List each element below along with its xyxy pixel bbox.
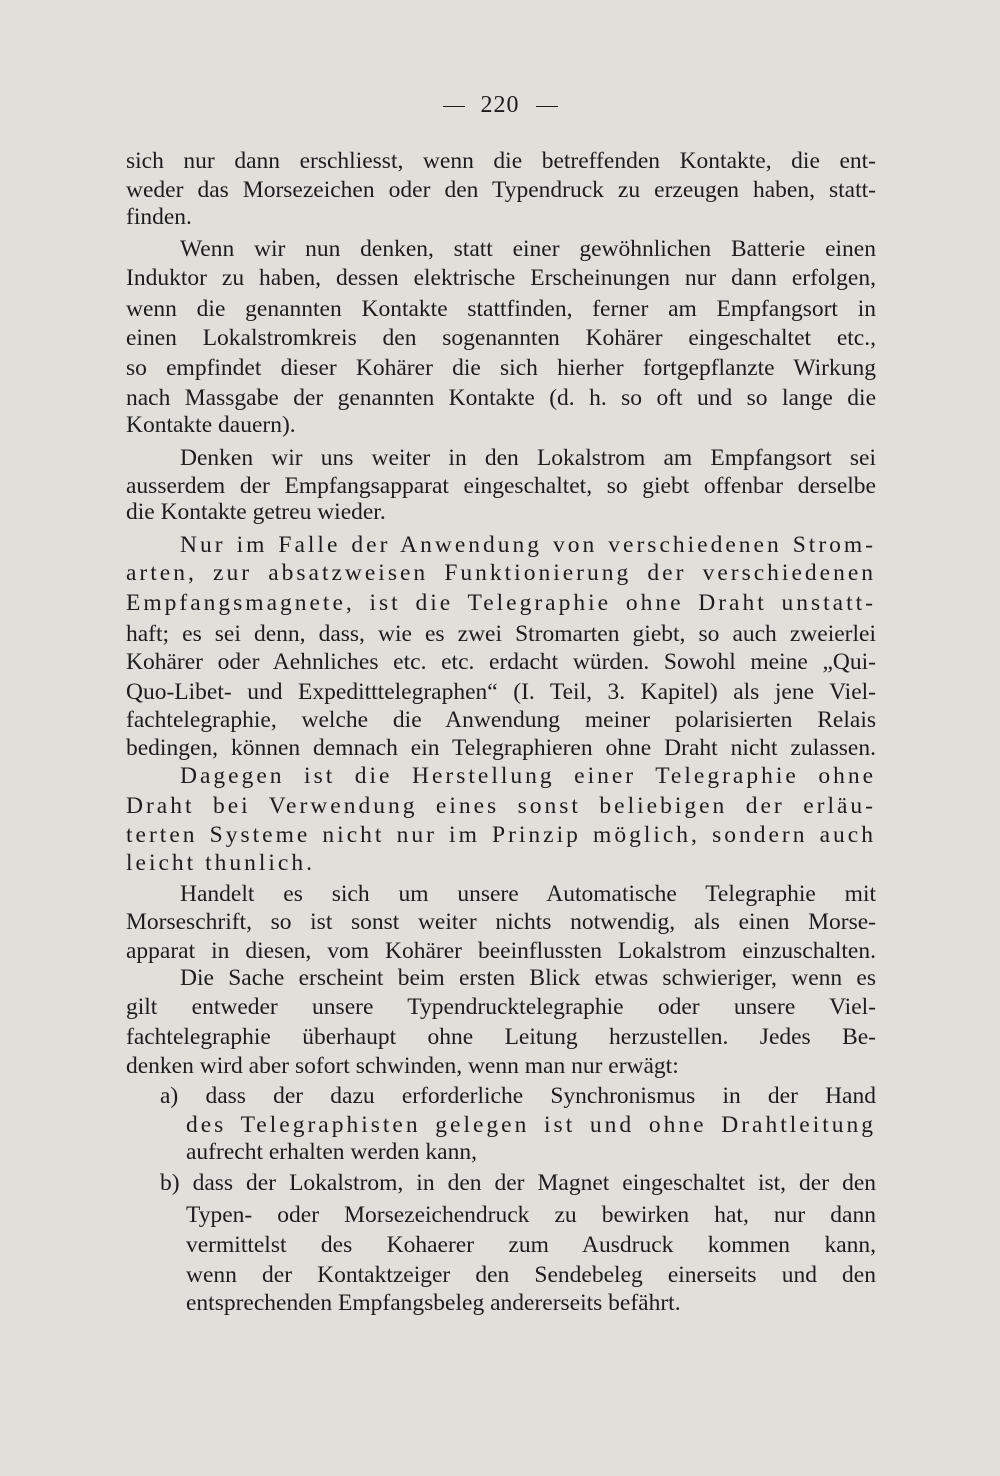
text-line: apparat in diesen, vom Kohärer beeinflussten Lokalstrom einzuschalten. xyxy=(126,938,876,964)
text-line: finden. xyxy=(126,204,192,230)
text-line: Wenn wir nun denken, statt einer gewöhnlichen Batterie einen xyxy=(180,236,876,262)
text-line: fachtelegraphie überhaupt ohne Leitung herzustellen. Jedes Be- xyxy=(126,1024,876,1050)
text-line: bedingen, können demnach ein Telegraphieren ohne Draht nicht zulassen. xyxy=(126,735,876,761)
text-line: Kohärer oder Aehnliches etc. etc. erdacht würden. Sowohl meine „Qui- xyxy=(126,649,876,675)
text-line: Kontakte dauern). xyxy=(126,412,296,438)
right-dash xyxy=(536,106,558,107)
page-number: 220 xyxy=(480,92,520,118)
text-line: sich nur dann erschliesst, wenn die betreffenden Kontakte, die ent- xyxy=(126,148,876,174)
text-line: fachtelegraphie, welche die Anwendung meiner polarisierten Relais xyxy=(126,707,876,733)
list-item-a: a) dass der dazu erforderliche Synchronismus in der Hand xyxy=(160,1083,876,1109)
text-line: Draht bei Verwendung eines sonst beliebigen der erläu- xyxy=(126,793,876,819)
left-dash xyxy=(443,106,465,107)
text-line: ausserdem der Empfangsapparat eingeschaltet, so giebt offenbar derselbe xyxy=(126,473,876,499)
text-line: des Telegraphisten gelegen ist und ohne Drahtleitung xyxy=(186,1112,876,1138)
text-line: wenn die genannten Kontakte stattfinden, ferner am Empfangsort in xyxy=(126,296,876,322)
list-item-b: b) dass der Lokalstrom, in den der Magnet eingeschaltet ist, der den xyxy=(160,1170,876,1196)
text-line: terten Systeme nicht nur im Prinzip möglich, sondern auch xyxy=(126,822,876,848)
text-line: Empfangsmagnete, ist die Telegraphie ohne Draht unstatt- xyxy=(126,590,876,616)
text-line: Nur im Falle der Anwendung von verschiedenen Strom- xyxy=(180,532,876,558)
text-line: Morseschrift, so ist sonst weiter nichts notwendig, als einen Morse- xyxy=(126,909,876,935)
text-line: so empfindet dieser Kohärer die sich hierher fortgepflanzte Wirkung xyxy=(126,355,876,381)
text-line: Quo-Libet- und Expeditttelegraphen“ (I. Teil, 3. Kapitel) als jene Viel- xyxy=(126,679,876,705)
text-line: aufrecht erhalten werden kann, xyxy=(186,1139,477,1165)
text-line: Die Sache erscheint beim ersten Blick etwas schwieriger, wenn es xyxy=(180,965,876,991)
text-line: entsprechenden Empfangsbeleg andererseits befährt. xyxy=(186,1290,681,1316)
text-line: weder das Morsezeichen oder den Typendruck zu erzeugen haben, statt- xyxy=(126,177,876,203)
text-line: einen Lokalstromkreis den sogenannten Kohärer eingeschaltet etc., xyxy=(126,325,876,351)
text-line: haft; es sei denn, dass, wie es zwei Stromarten giebt, so auch zweierlei xyxy=(126,621,876,647)
text-line: wenn der Kontaktzeiger den Sendebeleg einerseits und den xyxy=(186,1262,876,1288)
text-line: gilt entweder unsere Typendrucktelegraphie oder unsere Viel- xyxy=(126,994,876,1020)
text-line: leicht thunlich. xyxy=(126,850,315,876)
text-line: nach Massgabe der genannten Kontakte (d. h. so oft und so lange die xyxy=(126,385,876,411)
text-line: vermittelst des Kohaerer zum Ausdruck kommen kann, xyxy=(186,1232,876,1258)
text-line: Denken wir uns weiter in den Lokalstrom am Empfangsort sei xyxy=(180,445,876,471)
text-line: Induktor zu haben, dessen elektrische Erscheinungen nur dann erfolgen, xyxy=(126,265,876,291)
text-line: Handelt es sich um unsere Automatische Telegraphie mit xyxy=(180,881,876,907)
text-line: arten, zur absatzweisen Funktionierung der verschiedenen xyxy=(126,560,876,586)
text-line: Typen- oder Morsezeichendruck zu bewirken hat, nur dann xyxy=(186,1202,876,1228)
text-line: Dagegen ist die Herstellung einer Telegraphie ohne xyxy=(180,763,876,789)
page-number-header xyxy=(0,92,1000,119)
text-line: die Kontakte getreu wieder. xyxy=(126,499,386,525)
text-line: denken wird aber sofort schwinden, wenn man nur erwägt: xyxy=(126,1053,679,1079)
